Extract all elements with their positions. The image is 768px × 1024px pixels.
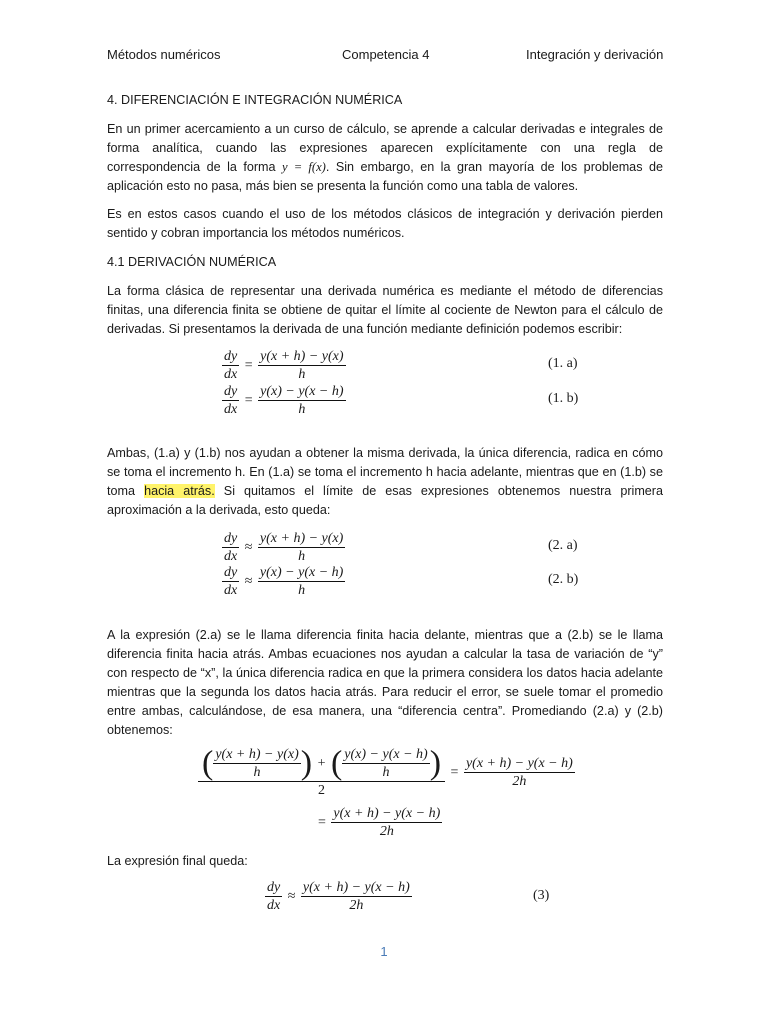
equation-average: ( $\frac{y(x + h) - y(x)}{h}$ ) + ( $\frac{y(x) - y(x - h)}{h}$ ) 2 = $\frac{y(x + h) - y(x - h)}{2h}$ <box>198 746 575 799</box>
dx: dx <box>224 367 238 382</box>
paragraph-both <box>107 444 663 520</box>
two-h-denominator: 2h <box>349 898 364 913</box>
approx-sign: ≈ <box>287 888 296 904</box>
backward-numerator: y(x) − y(x − h) <box>259 565 344 580</box>
approx-sign: ≈ <box>244 573 253 589</box>
dy: dy <box>224 384 238 399</box>
equation-3 <box>265 879 412 914</box>
tag-1a: (1. a) <box>548 356 578 371</box>
equals-sign: = <box>244 392 253 408</box>
approx-sign: ≈ <box>244 539 253 555</box>
equation-2b <box>222 564 345 599</box>
dx: dx <box>224 583 238 598</box>
equation-2a <box>222 530 345 565</box>
forward-numerator: y(x + h) − y(x) <box>260 349 344 364</box>
h-denominator: h <box>298 367 306 382</box>
two-h-denominator: 2h <box>379 824 394 839</box>
section-title: 4. DIFERENCIACIÓN E INTEGRACIÓN NUMÉRICA <box>107 93 403 107</box>
highlighted-text: hacia atrás. <box>144 484 215 498</box>
equation-1a <box>222 348 346 383</box>
inline-math-y-equals-fx: y = f(x) <box>282 160 326 174</box>
plus-sign: + <box>317 756 326 771</box>
paragraph-intro <box>107 120 663 196</box>
tag-1b: (1. b) <box>548 391 579 406</box>
dy: dy <box>224 531 238 546</box>
dx: dx <box>267 898 281 913</box>
header-left: Métodos numéricos <box>107 47 221 62</box>
dx: dx <box>224 549 238 564</box>
dy: dy <box>224 349 238 364</box>
two-h-denominator: 2h <box>512 774 527 789</box>
equals-sign: = <box>244 357 253 373</box>
h-denominator: h <box>298 402 306 417</box>
paragraph-intro-text-b: . Sin embargo, en la gran mayoría de los problemas de aplicación esto no pasa, más bien se presenta la función como una tabla de valores. <box>107 160 663 193</box>
tag-3: (3) <box>533 888 550 903</box>
equation-average-result <box>316 805 442 840</box>
central-numerator: y(x + h) − y(x − h) <box>302 880 410 895</box>
equation-1b <box>222 383 346 418</box>
dx: dx <box>224 402 238 417</box>
forward-numerator: y(x + h) − y(x) <box>215 747 299 762</box>
header-right: Integración y derivación <box>526 47 664 62</box>
equals-sign: = <box>450 764 459 780</box>
dy: dy <box>267 880 281 895</box>
central-numerator: y(x + h) − y(x − h) <box>465 756 573 771</box>
tag-2a: (2. a) <box>548 538 578 553</box>
backward-numerator: y(x) − y(x − h) <box>260 384 344 399</box>
subsection-title: 4.1 DERIVACIÓN NUMÉRICA <box>107 255 277 269</box>
tag-2b: (2. b) <box>548 572 579 587</box>
paragraph-both-text-a: Ambas, (1.a) y (1.b) nos ayudan a obtener la misma derivada, la única diferencia, radica en cómo se toma el incremento h. En (1.a) se toma el incremento h hacia adelante, mientras que en (1.b) se toma <box>107 446 663 498</box>
paragraph-intro-text-a: En un primer acercamiento a un curso de cálculo, se aprende a calcular derivadas e integrales de forma analítica, cuando las expresiones aparecen explícitamente con una regla de correspondencia de la forma <box>107 122 663 174</box>
central-numerator: y(x + h) − y(x − h) <box>333 806 441 821</box>
paragraph-central-difference: A la expresión (2.a) se le llama diferencia finita hacia delante, mientras que a (2.b) se le llama diferencia finita hacia atrás. Ambas ecuaciones nos ayudan a calcular la tasa de variación de “y” con respecto de “x”, la única diferencia radica en que la primera considera los datos hacia adelante mientras que la segunda los datos hacia atrás. Para reducir el error, se suele tomar el promedio entre ambas, calculándose, de esa manera, una “diferencia centra”. Promediando (2.a) y (2.b) obtenemos: <box>107 628 663 737</box>
header-center: Competencia 4 <box>342 47 430 62</box>
dy: dy <box>224 565 238 580</box>
backward-numerator: y(x) − y(x − h) <box>344 747 428 762</box>
equals-sign: = <box>318 814 326 830</box>
page-number: 1 <box>380 944 388 959</box>
paragraph-methods: Es en estos casos cuando el uso de los métodos clásicos de integración y derivación pierden sentido y cobran importancia los métodos numéricos. <box>107 207 663 240</box>
h-denominator: h <box>253 765 261 780</box>
paragraph-finite-differences: La forma clásica de representar una derivada numérica es mediante el método de diferencias finitas, una diferencia finita se obtiene de quitar el límite al cociente de Newton para el cálculo de derivadas. Si presentamos la derivada de una función mediante definición podemos escribir: <box>107 284 663 336</box>
h-denominator: h <box>382 765 390 780</box>
paragraph-both-text-b: Si quitamos el límite de esas expresiones obtenemos nuestra primera aproximación a la derivada, esto queda: <box>107 484 664 517</box>
two-denominator: 2 <box>318 783 326 798</box>
forward-numerator: y(x + h) − y(x) <box>259 531 344 546</box>
h-denominator: h <box>298 549 306 564</box>
h-denominator: h <box>298 583 306 598</box>
paragraph-final: La expresión final queda: <box>107 854 248 868</box>
